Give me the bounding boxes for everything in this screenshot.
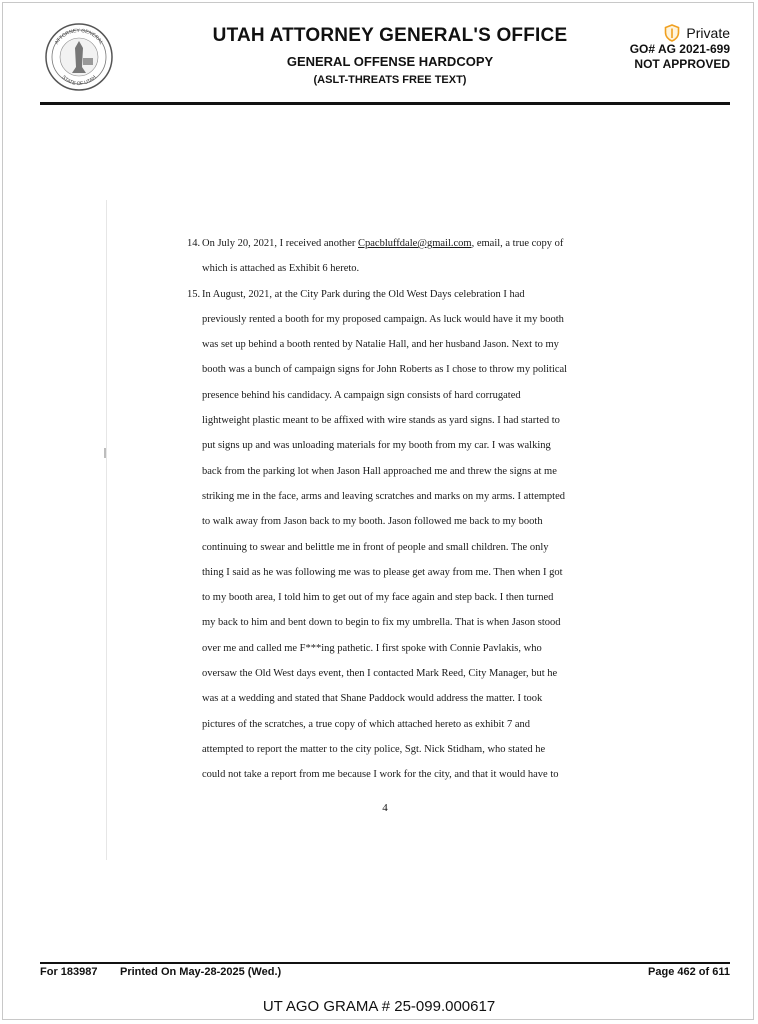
grama-id: UT AGO GRAMA # 25-099.000617 bbox=[262, 998, 496, 1015]
text-line: my back to him and bent down to begin to fix my umbrella. That is when Jason stood bbox=[202, 617, 561, 629]
shield-icon bbox=[664, 24, 680, 42]
text-line: thing I said as he was following me was to please get away from me. Then when I got bbox=[202, 566, 563, 578]
office-title: UTAH ATTORNEY GENERAL'S OFFICE bbox=[212, 25, 568, 46]
footer-divider bbox=[40, 962, 730, 964]
text-line: booth was a bunch of campaign signs for John Roberts as I chose to throw my political bbox=[202, 364, 568, 376]
paragraph-number: 15. bbox=[187, 288, 201, 300]
header-divider bbox=[40, 102, 730, 105]
text-line: On July 20, 2021, I received another Cpacbluffdale@gmail.com, email, a true copy of bbox=[202, 238, 564, 249]
scan-mark bbox=[104, 448, 106, 458]
footer-printed-on: Printed On May-28-2025 (Wed.) bbox=[120, 966, 282, 978]
seal-text-bottom: STATE OF UTAH bbox=[60, 74, 98, 88]
footer-for-id: For 183987 bbox=[40, 966, 98, 978]
text-line: presence behind his candidacy. A campaign sign consists of hard corrugated bbox=[202, 389, 521, 401]
header-status bbox=[590, 24, 730, 72]
privacy-indicator bbox=[590, 24, 730, 42]
seal-text-top: ATTORNEY GENERAL bbox=[53, 27, 105, 46]
text-line: previously rented a booth for my proposed campaign. As luck would have it my booth bbox=[202, 313, 564, 325]
text-line: oversaw the Old West days event, then I contacted Mark Reed, City Manager, but he bbox=[202, 668, 558, 680]
text-line: attempted to report the matter to the city police, Sgt. Nick Stidham, who stated he bbox=[202, 743, 546, 755]
text-line: striking me in the face, arms and leaving scratches and marks on my arms. I attempted bbox=[202, 490, 566, 502]
page-number: 4 bbox=[382, 802, 388, 814]
paragraph-number: 14. bbox=[187, 238, 201, 249]
state-seal-icon bbox=[44, 22, 114, 92]
text-line: to my booth area, I told him to get out of my face again and step back. I then turned bbox=[202, 592, 554, 604]
paragraph-14 bbox=[187, 231, 587, 282]
document-subtitle: (ASLT-THREATS FREE TEXT) bbox=[313, 74, 467, 86]
text-line: over me and called me F***ing pathetic. I first spoke with Connie Pavlakis, who bbox=[202, 642, 542, 654]
text-line: lightweight plastic meant to be affixed with wire stands as yard signs. I had started to bbox=[202, 415, 560, 427]
footer-page-count: Page 462 of 611 bbox=[648, 966, 730, 978]
scan-edge bbox=[106, 200, 107, 860]
text-line: which is attached as Exhibit 6 hereto. bbox=[202, 263, 360, 275]
text-line: put signs up and was unloading materials for my booth from my car. I was walking bbox=[202, 440, 551, 452]
text-line: was at a wedding and stated that Shane Paddock would address the matter. I took bbox=[202, 693, 543, 705]
text-line: could not take a report from me because I work for the city, and that it would have to bbox=[202, 769, 559, 781]
text-line: to walk away from Jason back to my booth. Jason followed me back to my booth bbox=[202, 516, 543, 528]
document-header bbox=[160, 24, 620, 87]
text-line: In August, 2021, at the City Park during the Old West Days celebration I had bbox=[202, 288, 525, 300]
text-line: continuing to swear and belittle me in front of people and small children. The only bbox=[202, 541, 549, 553]
go-number: GO# AG 2021-699 bbox=[629, 42, 730, 56]
statement-body bbox=[187, 231, 587, 788]
approval-status: NOT APPROVED bbox=[634, 57, 730, 71]
text-line: was set up behind a booth rented by Natalie Hall, and her husband Jason. Next to my bbox=[202, 339, 559, 351]
email-link[interactable]: Cpacbluffdale@gmail.com bbox=[358, 238, 472, 249]
privacy-label: Private bbox=[686, 25, 730, 41]
text-line: back from the parking lot when Jason Hall approached me and threw the signs at me bbox=[202, 465, 557, 477]
paragraph-15 bbox=[187, 282, 587, 788]
document-title: GENERAL OFFENSE HARDCOPY bbox=[286, 54, 494, 69]
text-line: pictures of the scratches, a true copy of which attached hereto as exhibit 7 and bbox=[202, 718, 530, 730]
